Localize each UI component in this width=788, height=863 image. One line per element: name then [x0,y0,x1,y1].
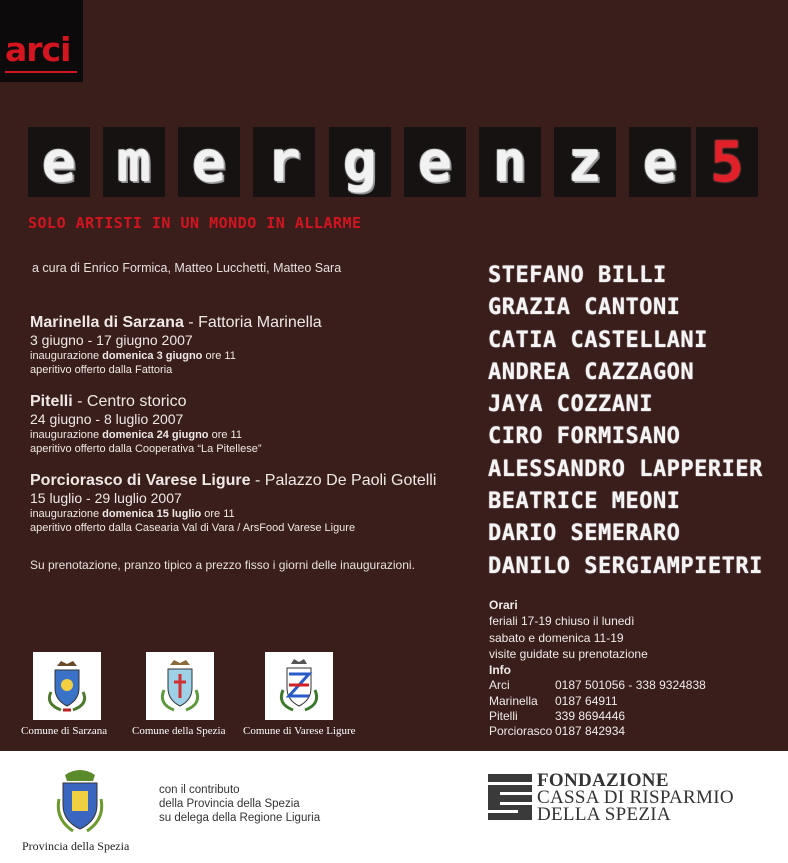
inauguration-day: domenica 3 giugno [102,350,203,362]
fondazione-name [537,772,734,823]
comune-label: Comune della Spezia [132,725,226,737]
artist-list [488,260,763,583]
venue-place: Porciorasco di Varese Ligure [30,472,251,489]
title-letter: e [404,127,466,197]
title-letter: g [329,127,391,197]
exhibition-title [28,127,758,197]
artist-name: STEFANO BILLI [488,263,667,288]
contribution-line: con il contributo [159,784,240,796]
tagline: SOLO ARTISTI IN UN MONDO IN ALLARME [28,214,362,232]
contact-phone: 0187 64911 [555,693,618,708]
venue-dates: 15 luglio - 29 luglio 2007 [30,490,182,506]
fondazione-line: DELLA SPEZIA [537,804,671,825]
contact-name: Marinella [489,693,538,708]
artist-name: CATIA CASTELLANI [488,327,708,353]
title-letter: z [554,127,616,197]
artist-name: GRAZIA CANTONI [488,295,681,321]
artist-name: BEATRICE MEONI [488,489,681,515]
artist-name: ANDREA CAZZAGON [488,359,695,385]
inauguration-time: ore 11 [201,508,235,520]
fondazione-line: CASSA DI RISPARMIO [537,787,734,808]
artist-name: ALESSANDRO LAPPERIER [488,456,763,482]
provincia-crest-icon [55,765,105,835]
venue-dates: 24 giugno - 8 luglio 2007 [30,411,184,427]
arci-logo-text: arci [5,30,71,69]
artist-name: JAYA COZZANI [488,392,653,418]
title-letter: m [103,127,165,197]
lunch-note: Su prenotazione, pranzo tipico a prezzo fisso i giorni delle inaugurazioni. [30,558,415,572]
title-letter: e [28,127,90,197]
contact-phone: 0187 501056 - 338 9324838 [555,678,706,693]
la-spezia-crest-icon [146,652,214,720]
contact-name: Arci [489,678,510,693]
title-number: 5 [696,127,758,197]
contribution-text [159,783,320,825]
venue-aperitivo: aperitivo offerto dalla Casearia Val di Vara / ArsFood Varese Ligure [30,522,356,534]
comune-label: Comune di Varese Ligure [243,725,356,737]
venue-place: Marinella di Sarzana [30,314,184,331]
sarzana-crest-icon [33,652,101,720]
footer [0,751,788,863]
inauguration-label: inaugurazione [30,429,103,441]
venue-location: - Fattoria Marinella [183,314,322,331]
artist-name: CIRO FORMISANO [488,424,681,450]
orari-line: sabato e domenica 11-19 [489,630,624,645]
venue-location: - Palazzo De Paoli Gotelli [250,472,437,489]
inauguration-label: inaugurazione [30,508,103,520]
venue-place: Pitelli [30,393,73,410]
venue-dates: 3 giugno - 17 giugno 2007 [30,332,193,348]
inauguration-time: ore 11 [208,429,242,441]
provincia-label: Provincia della Spezia [22,839,130,853]
contact-row [489,694,706,709]
venue-block [30,471,436,535]
venue-aperitivo: aperitivo offerto dalla Fattoria [30,364,173,376]
orari-line: visite guidate su prenotazione [489,646,648,661]
inauguration-day: domenica 24 giugno [102,429,209,441]
venue-block [30,313,322,377]
contacts-table [489,678,706,739]
artist-name: DARIO SEMERARO [488,521,681,547]
fondazione-logo-icon [488,774,532,820]
contact-phone: 0187 842934 [555,724,626,739]
contact-phone: 339 8694446 [555,709,626,724]
varese-ligure-crest-icon [265,652,333,720]
fondazione-line: FONDAZIONE [537,770,669,791]
title-letter: e [629,127,691,197]
contact-name: Porciorasco [489,724,553,739]
inauguration-time: ore 11 [202,350,236,362]
title-letter: r [253,127,315,197]
venue-block [30,392,262,456]
curators: a cura di Enrico Formica, Matteo Lucchetti, Matteo Sara [32,261,342,275]
info-block [489,597,706,740]
contact-row [489,678,706,693]
artist-name: DANILO SERGIAMPIETRI [488,553,763,579]
title-letter: n [479,127,541,197]
comune-label: Comune di Sarzana [21,725,108,737]
venue-location: - Centro storico [72,393,187,410]
title-letter: e [178,127,240,197]
contribution-line: della Provincia della Spezia [159,798,300,810]
venue-aperitivo: aperitivo offerto dalla Cooperativa “La Pitellese” [30,443,262,455]
inauguration-day: domenica 15 luglio [102,508,202,520]
info-title: Info [489,663,511,678]
inauguration-label: inaugurazione [30,350,103,362]
contact-name: Pitelli [489,709,518,724]
arci-logo-underline [5,71,77,73]
orari-title: Orari [489,598,518,612]
orari-line: feriali 17-19 chiuso il lunedì [489,614,635,629]
contribution-line: su delega della Regione Liguria [159,812,321,824]
contact-row [489,724,706,739]
contact-row [489,709,706,724]
